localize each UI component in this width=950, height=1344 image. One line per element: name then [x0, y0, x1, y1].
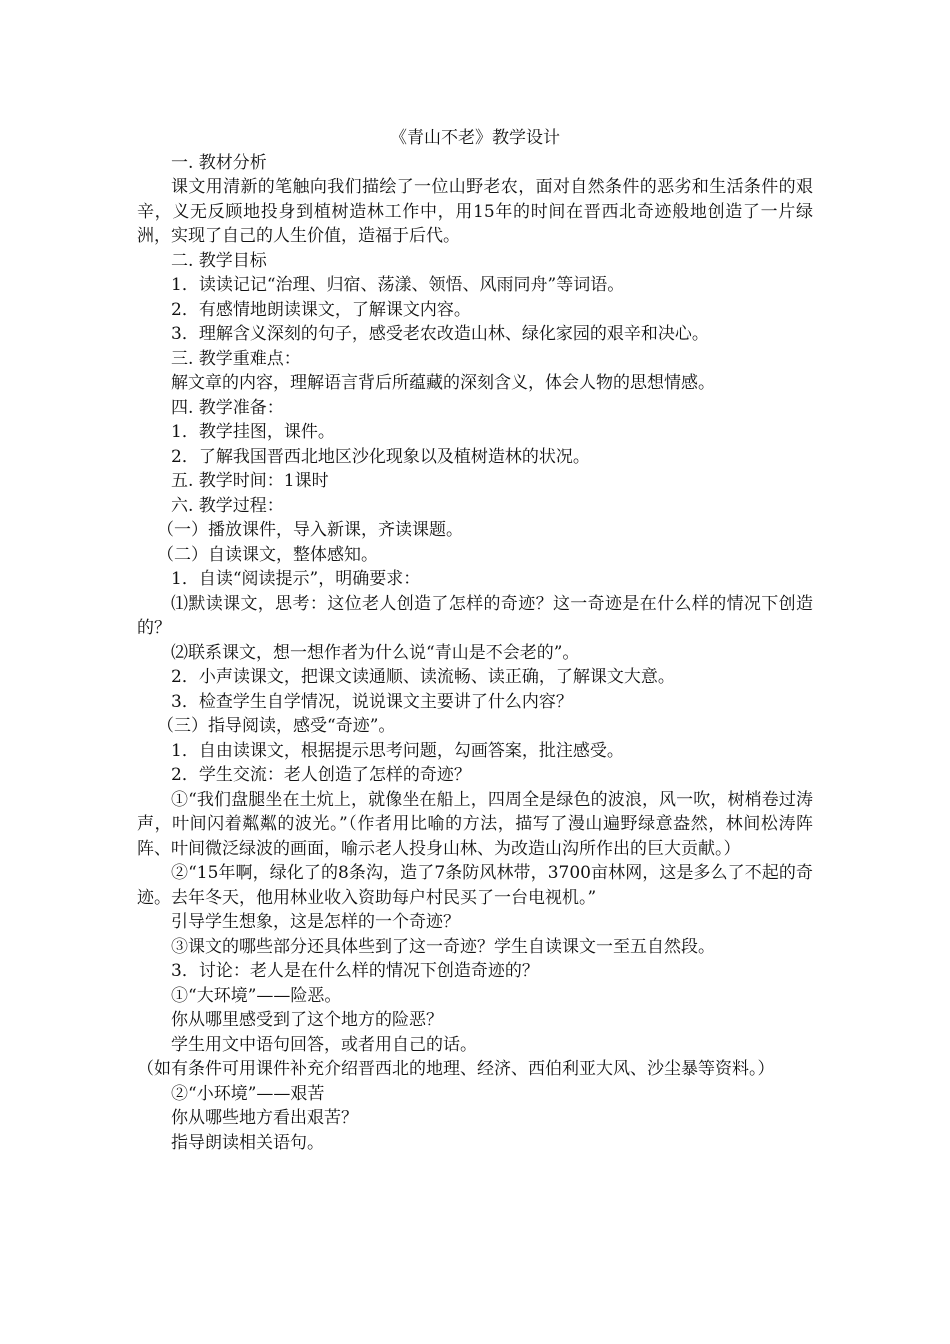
paragraph: 二. 教学目标 — [171, 250, 267, 271]
paragraph: 五. 教学时间：1课时 — [171, 471, 329, 491]
paragraph: 1．自由读课文，根据提示思考问题，勾画答案，批注感受。 — [171, 740, 624, 761]
paragraph: 引导学生想象，这是怎样的一个奇迹？ — [171, 912, 460, 932]
paragraph: 2．有感情地朗读课文，了解课文内容。 — [171, 299, 471, 320]
paragraph: 三. 教学重难点： — [171, 348, 301, 369]
paragraph: ③课文的哪些部分还具体些到了这一奇迹？学生自读课文一至五自然段。 — [171, 936, 715, 957]
paragraph: 3．讨论：老人是在什么样的情况下创造奇迹的？ — [171, 961, 539, 981]
paragraph: （二）自读课文，整体感知。 — [157, 544, 378, 565]
paragraph: ②“15年啊，绿化了的8条沟，造了7条防风林带，3700亩林网，这是多么了不起的奇迹。去年冬天，他用林业收入资助每户村民买了一台电视机。” — [137, 863, 813, 908]
paragraph: 2．学生交流：老人创造了怎样的奇迹？ — [171, 765, 471, 785]
paragraph: 1．自读“阅读提示”，明确要求： — [171, 569, 421, 589]
paragraph: 2．小声读课文，把课文读通顺、读流畅、读正确，了解课文大意。 — [171, 667, 675, 687]
paragraph-list — [137, 151, 813, 1156]
paragraph: 课文用清新的笔触向我们描绘了一位山野老农，面对自然条件的恶劣和生活条件的艰辛，义无反顾地投身到植树造林工作中，用15年的时间在晋西北奇迹般地创造了一片绿洲，实现了自己的人生价值，造福于后代。 — [137, 177, 813, 246]
paragraph: 3．检查学生自学情况，说说课文主要讲了什么内容？ — [171, 691, 573, 712]
paragraph: ②“小环境”——艰苦 — [171, 1083, 325, 1104]
paragraph: （三）指导阅读，感受“奇迹”。 — [157, 716, 396, 736]
paragraph: 六. 教学过程： — [171, 495, 284, 516]
paragraph: 1．读读记记“治理、归宿、荡漾、领悟、风雨同舟”等词语。 — [171, 275, 625, 295]
paragraph: 3．理解含义深刻的句子，感受老农改造山林、绿化家园的艰辛和决心。 — [171, 324, 709, 344]
paragraph: 2．了解我国晋西北地区沙化现象以及植树造林的状况。 — [171, 446, 590, 467]
paragraph: 指导朗读相关语句。 — [171, 1132, 324, 1153]
paragraph: 四. 教学准备： — [171, 397, 284, 418]
paragraph: 学生用文中语句回答，或者用自己的话。 — [171, 1034, 477, 1055]
paragraph: （如有条件可用课件补充介绍晋西北的地理、经济、西伯利亚大风、沙尘暴等资料。） — [137, 1059, 775, 1079]
paragraph: 解文章的内容，理解语言背后所蕴藏的深刻含义，体会人物的思想情感。 — [171, 373, 715, 393]
paragraph: 1．教学挂图，课件。 — [171, 422, 335, 442]
paragraph: 你从哪些地方看出艰苦？ — [171, 1108, 358, 1128]
paragraph: ⑵联系课文，想一想作者为什么说“青山是不会老的”。 — [171, 642, 580, 663]
paragraph: ⑴默读课文，思考：这位老人创造了怎样的奇迹？这一奇迹是在什么样的情况下创造的？ — [137, 593, 813, 638]
document-body — [137, 126, 813, 1155]
document-title: 《青山不老》教学设计 — [390, 128, 560, 148]
paragraph: 你从哪里感受到了这个地方的险恶？ — [171, 1010, 443, 1030]
paragraph: （一）播放课件，导入新课，齐读课题。 — [157, 520, 463, 540]
paragraph: ①“我们盘腿坐在土炕上，就像坐在船上，四周全是绿色的波浪，风一吹，树梢卷过涛声，叶间闪着粼粼的波光。”（作者用比喻的方法，描写了漫山遍野绿意盎然，林间松涛阵阵、叶间微泛绿波的画面，喻示老人投身山林、为改造山沟所作出的巨大贡献。） — [137, 789, 813, 859]
paragraph: ①“大环境”——险恶。 — [171, 985, 342, 1006]
paragraph: 一. 教材分析 — [171, 152, 267, 173]
